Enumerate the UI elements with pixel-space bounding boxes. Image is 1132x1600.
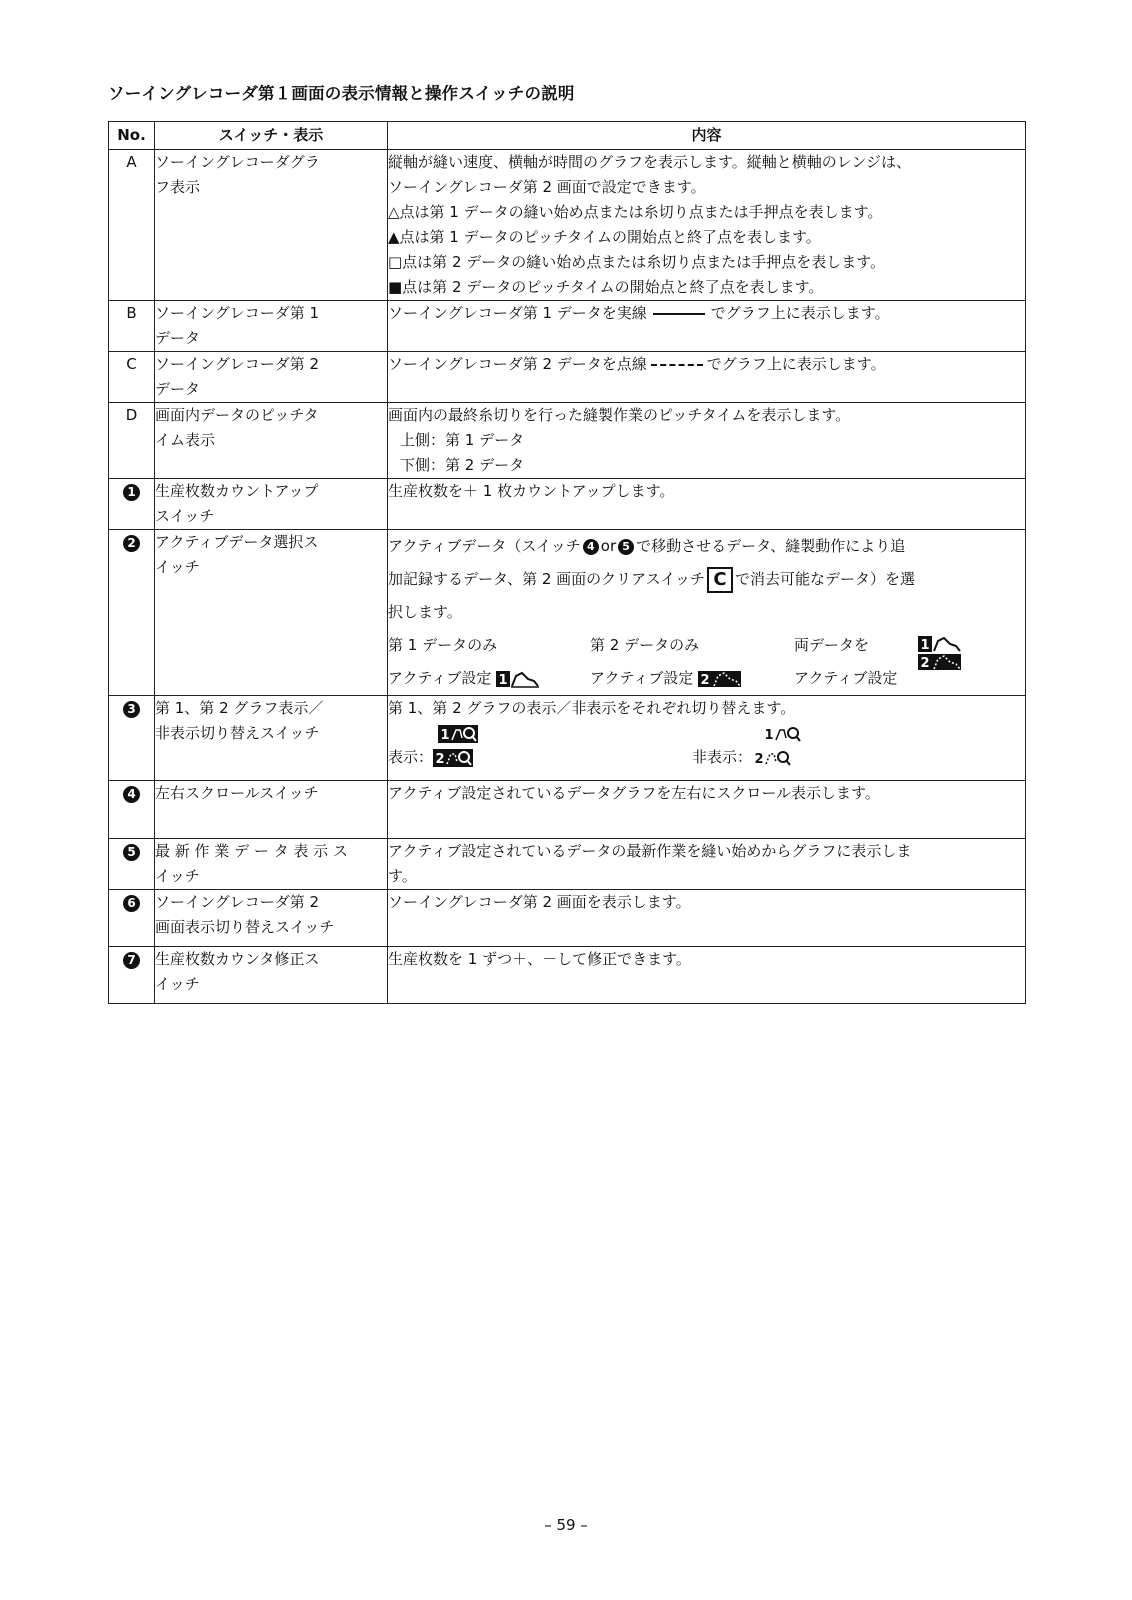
svg-text:2: 2 bbox=[920, 656, 930, 671]
dotted-line-sample bbox=[651, 364, 703, 366]
table-row bbox=[109, 781, 1026, 839]
table-row bbox=[109, 530, 1026, 696]
row-no bbox=[109, 479, 155, 530]
row-content: アクティブ設定されているデータグラフを左右にスクロール表示します。 bbox=[388, 781, 1026, 839]
circled-number-2: 2 bbox=[123, 535, 140, 552]
row-no: D bbox=[109, 403, 155, 479]
row-no bbox=[109, 947, 155, 1004]
table-row bbox=[109, 947, 1026, 1004]
circled-number-1: 1 bbox=[123, 484, 140, 501]
circled-number-5: 5 bbox=[123, 844, 140, 861]
graph-1-hide-icon bbox=[762, 725, 802, 743]
graph-2-show-icon bbox=[433, 749, 473, 767]
table-header-row bbox=[109, 122, 1026, 150]
header-no: No. bbox=[109, 122, 155, 150]
solid-line-sample bbox=[653, 313, 705, 315]
row-no: C bbox=[109, 352, 155, 403]
row-no bbox=[109, 890, 155, 947]
row-content: ソーイングレコーダ第 2 データを点線 でグラフ上に表示します。 bbox=[388, 352, 1026, 403]
circled-number-3: 3 bbox=[123, 701, 140, 718]
row-content: ソーイングレコーダ第 2 画面を表示します。 bbox=[388, 890, 1026, 947]
row-switch-name: 第 1、第 2 グラフ表示／ 非表示切り替えスイッチ bbox=[155, 696, 388, 781]
row-content: ソーイングレコーダ第 1 データを実線 でグラフ上に表示します。 bbox=[388, 301, 1026, 352]
row-switch-name: ソーイングレコーダグラ フ表示 bbox=[155, 150, 388, 301]
row-switch-name: アクティブデータ選択ス イッチ bbox=[155, 530, 388, 696]
row-no bbox=[109, 839, 155, 890]
table-row bbox=[109, 839, 1026, 890]
svg-text:2: 2 bbox=[700, 672, 710, 688]
header-content: 内容 bbox=[388, 122, 1026, 150]
page-title: ソーイングレコーダ第１画面の表示情報と操作スイッチの説明 bbox=[108, 84, 575, 103]
circled-number-4: 4 bbox=[123, 786, 140, 803]
svg-text:1: 1 bbox=[764, 728, 774, 743]
graph-both-active-icon bbox=[918, 635, 962, 671]
row-content: アクティブ設定されているデータの最新作業を縫い始めからグラフに表示しま す。 bbox=[388, 839, 1026, 890]
graph-1-active-icon bbox=[496, 670, 540, 688]
table-row bbox=[109, 479, 1026, 530]
row-switch-name: 左右スクロールスイッチ bbox=[155, 781, 388, 839]
graph-2-active-icon bbox=[698, 670, 742, 688]
circled-number-7: 7 bbox=[123, 952, 140, 969]
row-content: アクティブデータ（スイッチ 4 or 5 で移動させるデータ、縫製動作により追 加記録するデータ、第 2 画面のクリアスイッチ C で消去可能なデータ）を選 択します。 第 1 データのみ アクティブ設定 1 第 2 データのみ アクティブ設定 2 両データを アクティブ設定 1 2 bbox=[388, 530, 1026, 696]
row-switch-name: 画面内データのピッチタ イム表示 bbox=[155, 403, 388, 479]
svg-text:1: 1 bbox=[498, 672, 508, 688]
svg-text:1: 1 bbox=[920, 638, 930, 653]
row-switch-name: ソーイングレコーダ第 2 画面表示切り替えスイッチ bbox=[155, 890, 388, 947]
row-switch-name: 最 新 作 業 デ ー タ 表 示 ス イッチ bbox=[155, 839, 388, 890]
row-no: B bbox=[109, 301, 155, 352]
row-content: 縦軸が縫い速度、横軸が時間のグラフを表示します。縦軸と横軸のレンジは、 ソーイングレコーダ第 2 画面で設定できます。 △点は第 1 データの縫い始め点または糸切り点または手押点を表します。 ▲点は第 1 データのピッチタイムの開始点と終了点を表します。 □点は第 2 データの縫い始め点または糸切り点または手押点を表します。 ■点は第 2 データのピッチタイムの開始点と終了点を表します。 bbox=[388, 150, 1026, 301]
row-switch-name: 生産枚数カウントアップ スイッチ bbox=[155, 479, 388, 530]
graph-2-hide-icon bbox=[752, 749, 792, 767]
svg-text:2: 2 bbox=[435, 751, 445, 767]
graph-1-show-icon bbox=[438, 725, 478, 743]
row-content: 生産枚数を＋ 1 枚カウントアップします。 bbox=[388, 479, 1026, 530]
circled-number-6: 6 bbox=[123, 895, 140, 912]
circled-number-5: 5 bbox=[618, 539, 634, 555]
row-switch-name: 生産枚数カウンタ修正ス イッチ bbox=[155, 947, 388, 1004]
row-no bbox=[109, 696, 155, 781]
row-content: 生産枚数を 1 ずつ＋、－して修正できます。 bbox=[388, 947, 1026, 1004]
header-switch: スイッチ・表示 bbox=[155, 122, 388, 150]
table-row bbox=[109, 352, 1026, 403]
table-row bbox=[109, 890, 1026, 947]
circled-number-4: 4 bbox=[583, 539, 599, 555]
table-row bbox=[109, 696, 1026, 781]
row-no: A bbox=[109, 150, 155, 301]
page-number: – 59 – bbox=[544, 1516, 588, 1534]
svg-text:2: 2 bbox=[754, 751, 764, 767]
row-content: 画面内の最終糸切りを行った縫製作業のピッチタイムを表示します。 上側：第 1 データ 下側：第 2 データ bbox=[388, 403, 1026, 479]
row-switch-name: ソーイングレコーダ第 2 データ bbox=[155, 352, 388, 403]
svg-text:1: 1 bbox=[440, 728, 450, 743]
table-row bbox=[109, 150, 1026, 301]
row-no bbox=[109, 781, 155, 839]
table-row bbox=[109, 301, 1026, 352]
clear-switch-icon: C bbox=[707, 567, 733, 593]
row-content: 第 1、第 2 グラフの表示／非表示をそれぞれ切り替えます。 1 表示： 2 1 非表示： 2 bbox=[388, 696, 1026, 781]
switch-description-table bbox=[108, 121, 1026, 1004]
row-no bbox=[109, 530, 155, 696]
row-switch-name: ソーイングレコーダ第 1 データ bbox=[155, 301, 388, 352]
table-row bbox=[109, 403, 1026, 479]
